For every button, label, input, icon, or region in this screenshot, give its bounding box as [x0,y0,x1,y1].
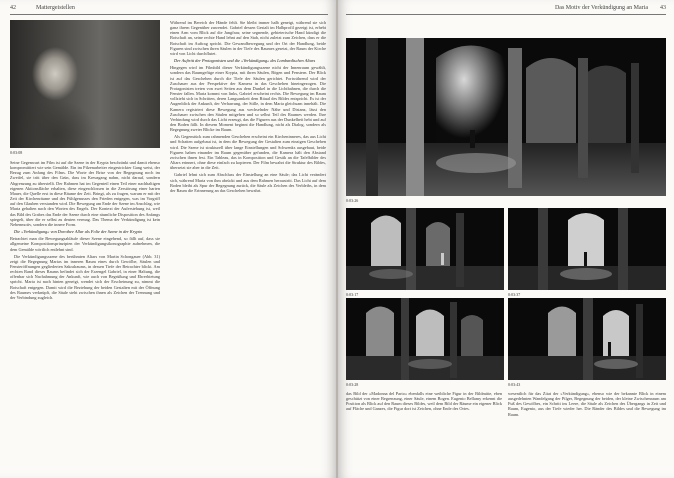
film-still-5 [508,298,666,380]
paragraph: wesentlich für das Zitat der »Verkündigung«, ebenso wie der bekannte Blick in einem ausgedehnten Wandelgang der Pilger, Begegnung der beiden, der kleine Zwischenraum am Fuß des Gewölbes, ein Schritt ins Leere, die Säule als Zeichen des Übergangs in Zeit und Raum, Eugenio, aus der Tiefe wieder her. Die Ränder des Bildes und die Bewegung im Raum. [508,391,666,417]
still-caption: 0:03:37 [508,292,521,297]
right-page [338,0,674,478]
paragraph: Die Verkündigungsszene des berühmten Altars von Martin Schongauer (Abb. 31) zeigt die Begegnung Marias im inneren Raum eines durch Gewölbe, Säulen und Fensteröffnungen gegliederten Sakralraums, in dessen Tiefe der Betrachter blickt. Am rechten Rand dieses Raums befindet sich der Erzengel Gabriel, in einer Haltung, die offenbar sich Nachahmung der Ankunft, wie auch von Begrüßung und Ehrerbietung spricht. Maria ist nach hinten geneigt, wendet sich der Erscheinung zu, nimmt die Botschaft entgegen. Damit wird die Beziehung der beiden Gestalten mit der Öffnung des Raumes verknüpft, die Säule steht zwischen ihnen als Zeichen der Trennung und der Verbindung zugleich. [10,253,160,300]
header-rule [346,14,666,15]
page-number-right: 43 [660,5,666,11]
running-head-right: Das Motiv der Verkündigung an Maria [554,5,648,11]
paragraph: Während im Bereich der Hände fehlt. Sie bleibt immer halb geneigt, während sie sich ganz ihrem Gegenüber zuwendet. Gabriel dessen Gestalt im Halbprofil gezeigt ist, erhebt einen Arm vom Blick auf die Jungfrau; seine segnende, gebieterische Hand kündigt die Botschaft an, seine rechte Hand lehnt auf den Stab, nicht zuletzt zum Zeichen, dass er die Botschaft im Auftrag spricht. Die Gewandbewegung und der Ort der Handlung, beide Figuren sind zwischen ihren Säulen in der Tiefe des Raumes gesetzt, der Raum der Kirche wird von Licht durchflutet. [170,20,326,56]
text-column-4 [508,391,666,473]
paragraph: Hingegen wird im Filmbild dieser Verkündigungsszene nicht der Innenraum gewählt, sondern das Raumgefüge einer Krypta, mit ihren Säulen, Bögen und Fenstern. Der Blick ist auf das Geschehen durch die Tiefe der Säulen gerichtet. Fortwährend wird der Zuschauer aus der Perspektive der Kamera in das Geschehen hineingezogen. Die Protagonisten treten von zwei Seiten aus dem Dunkel in die Lichtbahnen, die durch die Fenster fallen. Maria kommt von links, Gabriel erscheint rechts. Die Bewegung im Raum vollzieht sich in Schritten, deren Langsamkeit dem Ritual des Bildes entspricht. Es ist der Augenblick der Ankunft, der Verharrung, der Stille, in dem Maria gleichsam innehält. Die Kamera registriert diese Bewegung aus wechselnder Nähe und Distanz, lässt den Zuschauer zwischen den Säulen mitgehen und so selbst Teil des Raumes werden. Ihre Verbindung wird durch das Licht erzeugt, das die Figuren aus der Dunkelheit hebt und auf den Boden fällt. In diesem Moment beginnt die Handlung, nicht als Dialog, sondern als Begegnung zweier Blicke im Raum. [170,65,326,133]
photo-caption: 0:03:08 [10,150,23,155]
still-caption: 0:03:43 [508,382,521,387]
paragraph: das Bild der »Madonna del Parto« ebenfalls eine weibliche Figur in der Bildmitte, eben geschützt von einer Begrenzung, einer Säule, einem Bogen. Eugenio Bellamy erkennt die Position als Blick auf den Raum dieses Bildes, weil dem Bild der Räume ein eigener Blick auf Fläche und Ganzes, die Figur dort ist Zeichen, ohne Ende des Ortes. [346,391,502,412]
film-still-4 [346,298,504,380]
section-heading: Der Auftritt der Protagonisten und die »Verkündigung« des Lombardischen Altars [174,58,316,64]
film-still-2 [346,208,504,290]
text-column-2 [170,20,326,472]
still-caption: 0:03:17 [346,292,359,297]
section-heading: Die »Verkündigung« von Dorothee Allar als Folie der Szene in der Krypta [14,229,142,235]
paragraph: Gabriel lehnt sich zum Abschluss der Einstellung an eine Säule; das Licht verändert sich, während Maria von ihm abrückt und aus dem Rahmen heraustritt. Das Licht auf dem Boden bleibt als Spur der Begegnung zurück, die Säule als Zeichen des Verbleibs, in dem der Raum die Erinnerung an das Geschehen bewahrt. [170,172,326,193]
still-caption: 0:03:26 [346,198,359,203]
still-caption: 0:03:28 [346,382,359,387]
paragraph: Als Gegenstück zum rahmenden Geschehen erscheint ein Kircheninneres, das aus Licht und Schatten aufgebaut ist, in dem die Bewegung der Gestalten zum einzigen Geschehen wird. Die Szene ist strukturell über lange Einstellungen und Schwenks ausgebaut, beide Figuren haben einander im Raum gegenüber gefunden, die Kamera hält den Abstand zwischen ihnen fest. Ein Tableau, das in Komposition und Gestik an die Tafelbilder des Altars erinnert, ohne diese einfach zu kopieren. Der Film bewahrt die Struktur des Bildes, übersetzt sie aber in die Zeit. [170,134,326,171]
left-page [0,0,336,478]
film-still-3 [508,208,666,290]
header-rule [10,14,328,15]
text-column-1 [10,160,160,472]
film-still-large [346,38,666,196]
running-head-left: Mattergeistellen [36,5,75,11]
portrait-photo [10,20,160,148]
paragraph: Seine Gegenwart im Film ist auf die Szene in der Krypta beschränkt und damit ebenso kompromittiert wie sein Gemälde. Ein im Pilzenarbeiter eingestrickter Gang weist, der Bezug zum Anfang des Films. Die Worte der Brise von der Begegnung noch im Zweifel, sie tritt über den Grün, dass im Kreuzgang nahm, nicht darauf, sondern Abgrenzung zu überstellt. Der Rahmen hat im Gegenteil einen Teil einer nachhaltigen eigenen Aktionsfläche erhalten, diese eingeschlossen in die Zerstörung einer harten Mauer, die Quelle erst in diese Räume der Zeit. Bringt, als zu fragen, warum er mit der Zeit der Kirchenräume und des Fühlgenusses den Frieden entgegen, was im Vorgriff auf den Glauben verstanden wird. Die Bewegung am Ende der Szene im Anschlag, wie Maria gehalten nach den Worten des Engels. Der Kontext der Auferstehung ist, weil das Bild des Grabes das Ende der Szene durch eine räumliche Disposition des Anfangs spiegelt, über die er selbst zu deuten vermag. Das Thema der Verkündigung ist kein Nebenmotiv, sondern die innere Form. [10,160,160,227]
page-number-left: 42 [10,5,16,11]
paragraph: Betrachtet man die Bewegungsabläufe dieser Szene eingehend, so fällt auf, dass sie allgemeine Kompositionsprinzipien der Verkündigungsikonographie aufnehmen, die dem Gemälde wörtlich entlehnt sind. [10,236,160,252]
text-column-3 [346,391,502,473]
